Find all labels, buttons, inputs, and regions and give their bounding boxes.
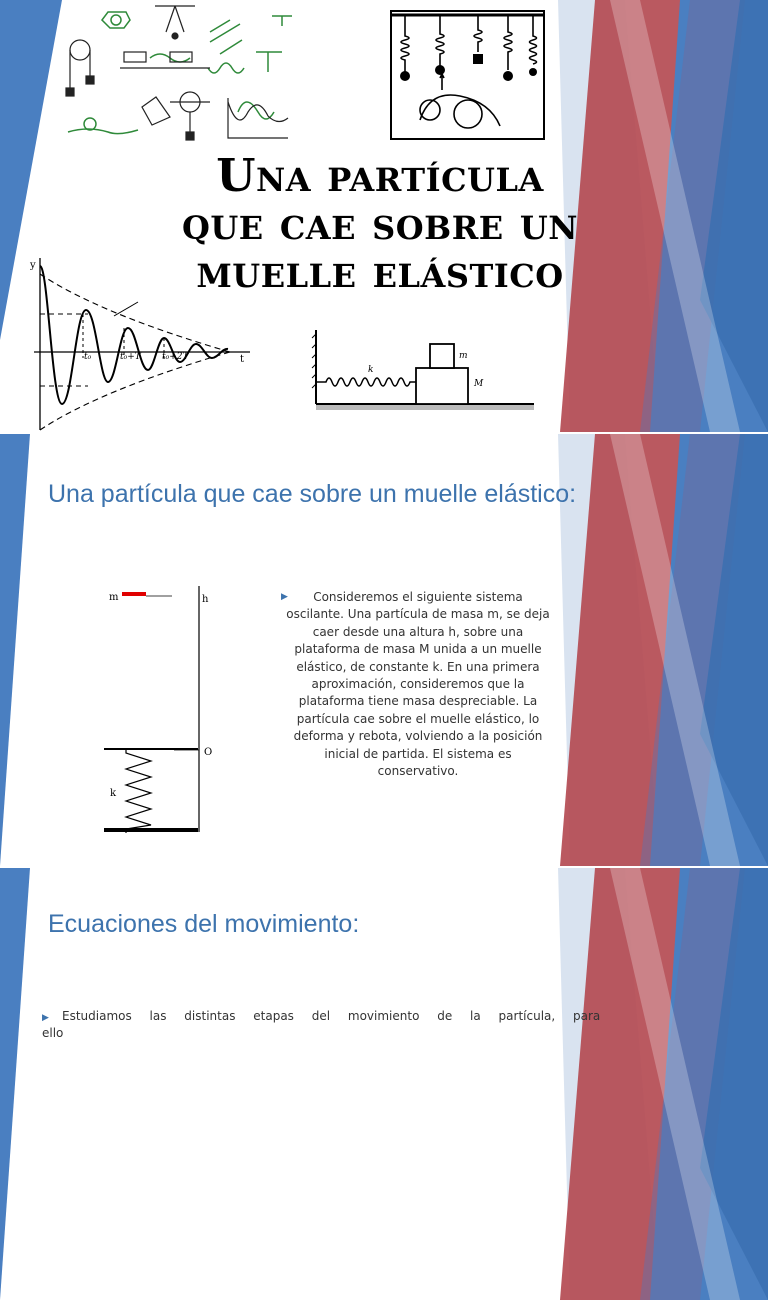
- bullet-paragraph: [283, 589, 553, 780]
- small-block: [430, 344, 454, 368]
- content-slide-1: [0, 434, 768, 866]
- big-block: [416, 368, 468, 404]
- spring: [126, 749, 151, 833]
- spring-k-label: k: [110, 788, 117, 799]
- title-line-3: muelle elástico: [196, 245, 564, 298]
- title-line-2: que cae sobre un: [181, 197, 579, 250]
- big-mass-label: M: [474, 379, 484, 389]
- t1-label: t₀+T: [120, 352, 141, 362]
- t-axis-label: t: [240, 354, 245, 365]
- mass-m-bar: [122, 592, 146, 596]
- bullet-paragraph: [42, 1008, 622, 1042]
- bullet-text: Estudiamos las distintas etapas del movimiento de la partícula, para ello: [42, 1009, 601, 1040]
- bullet-arrow-icon: ▶: [281, 592, 288, 602]
- small-mass-label: m: [459, 351, 468, 361]
- damped-oscillation-graph: [28, 254, 253, 430]
- y-axis-label: y: [30, 260, 36, 271]
- spring-k-label: k: [368, 365, 374, 375]
- spring: [316, 378, 418, 386]
- falling-mass-diagram: [100, 582, 225, 837]
- slide-heading: Una partícula que cae sobre un muelle elástico:: [48, 480, 577, 508]
- title-slide: [0, 0, 768, 432]
- springs-cartoon-image: [390, 10, 545, 140]
- content-slide-2: [0, 868, 768, 1040]
- title-line-1: Una partícula: [216, 149, 544, 202]
- bullet-arrow-icon: ▶: [42, 1013, 49, 1023]
- oscillation-curve: [40, 266, 228, 404]
- height-label: h: [202, 594, 209, 605]
- origin-label: O: [204, 747, 213, 758]
- mechanics-sketches-image: [60, 2, 300, 142]
- mass-label: m: [109, 592, 119, 603]
- slide-heading: Ecuaciones del movimiento:: [48, 910, 360, 938]
- bullet-text: Consideremos el siguiente sistema oscilante. Una partícula de masa m, se deja caer desde una altura h, sobre una plataforma de masa M unida a un muelle elástico, de constante k. En una primera aproximación, consideremos que la plataforma tiene masa despreciable. La partícula cae sobre el muelle elástico, lo deforma y rebota, volviendo a la posición inicial de partida. El sistema es conservativo.: [286, 590, 550, 779]
- spring-block-diagram: [312, 328, 537, 416]
- t2-label: t₀+2T: [162, 352, 189, 362]
- t0-label: t₀: [84, 352, 92, 362]
